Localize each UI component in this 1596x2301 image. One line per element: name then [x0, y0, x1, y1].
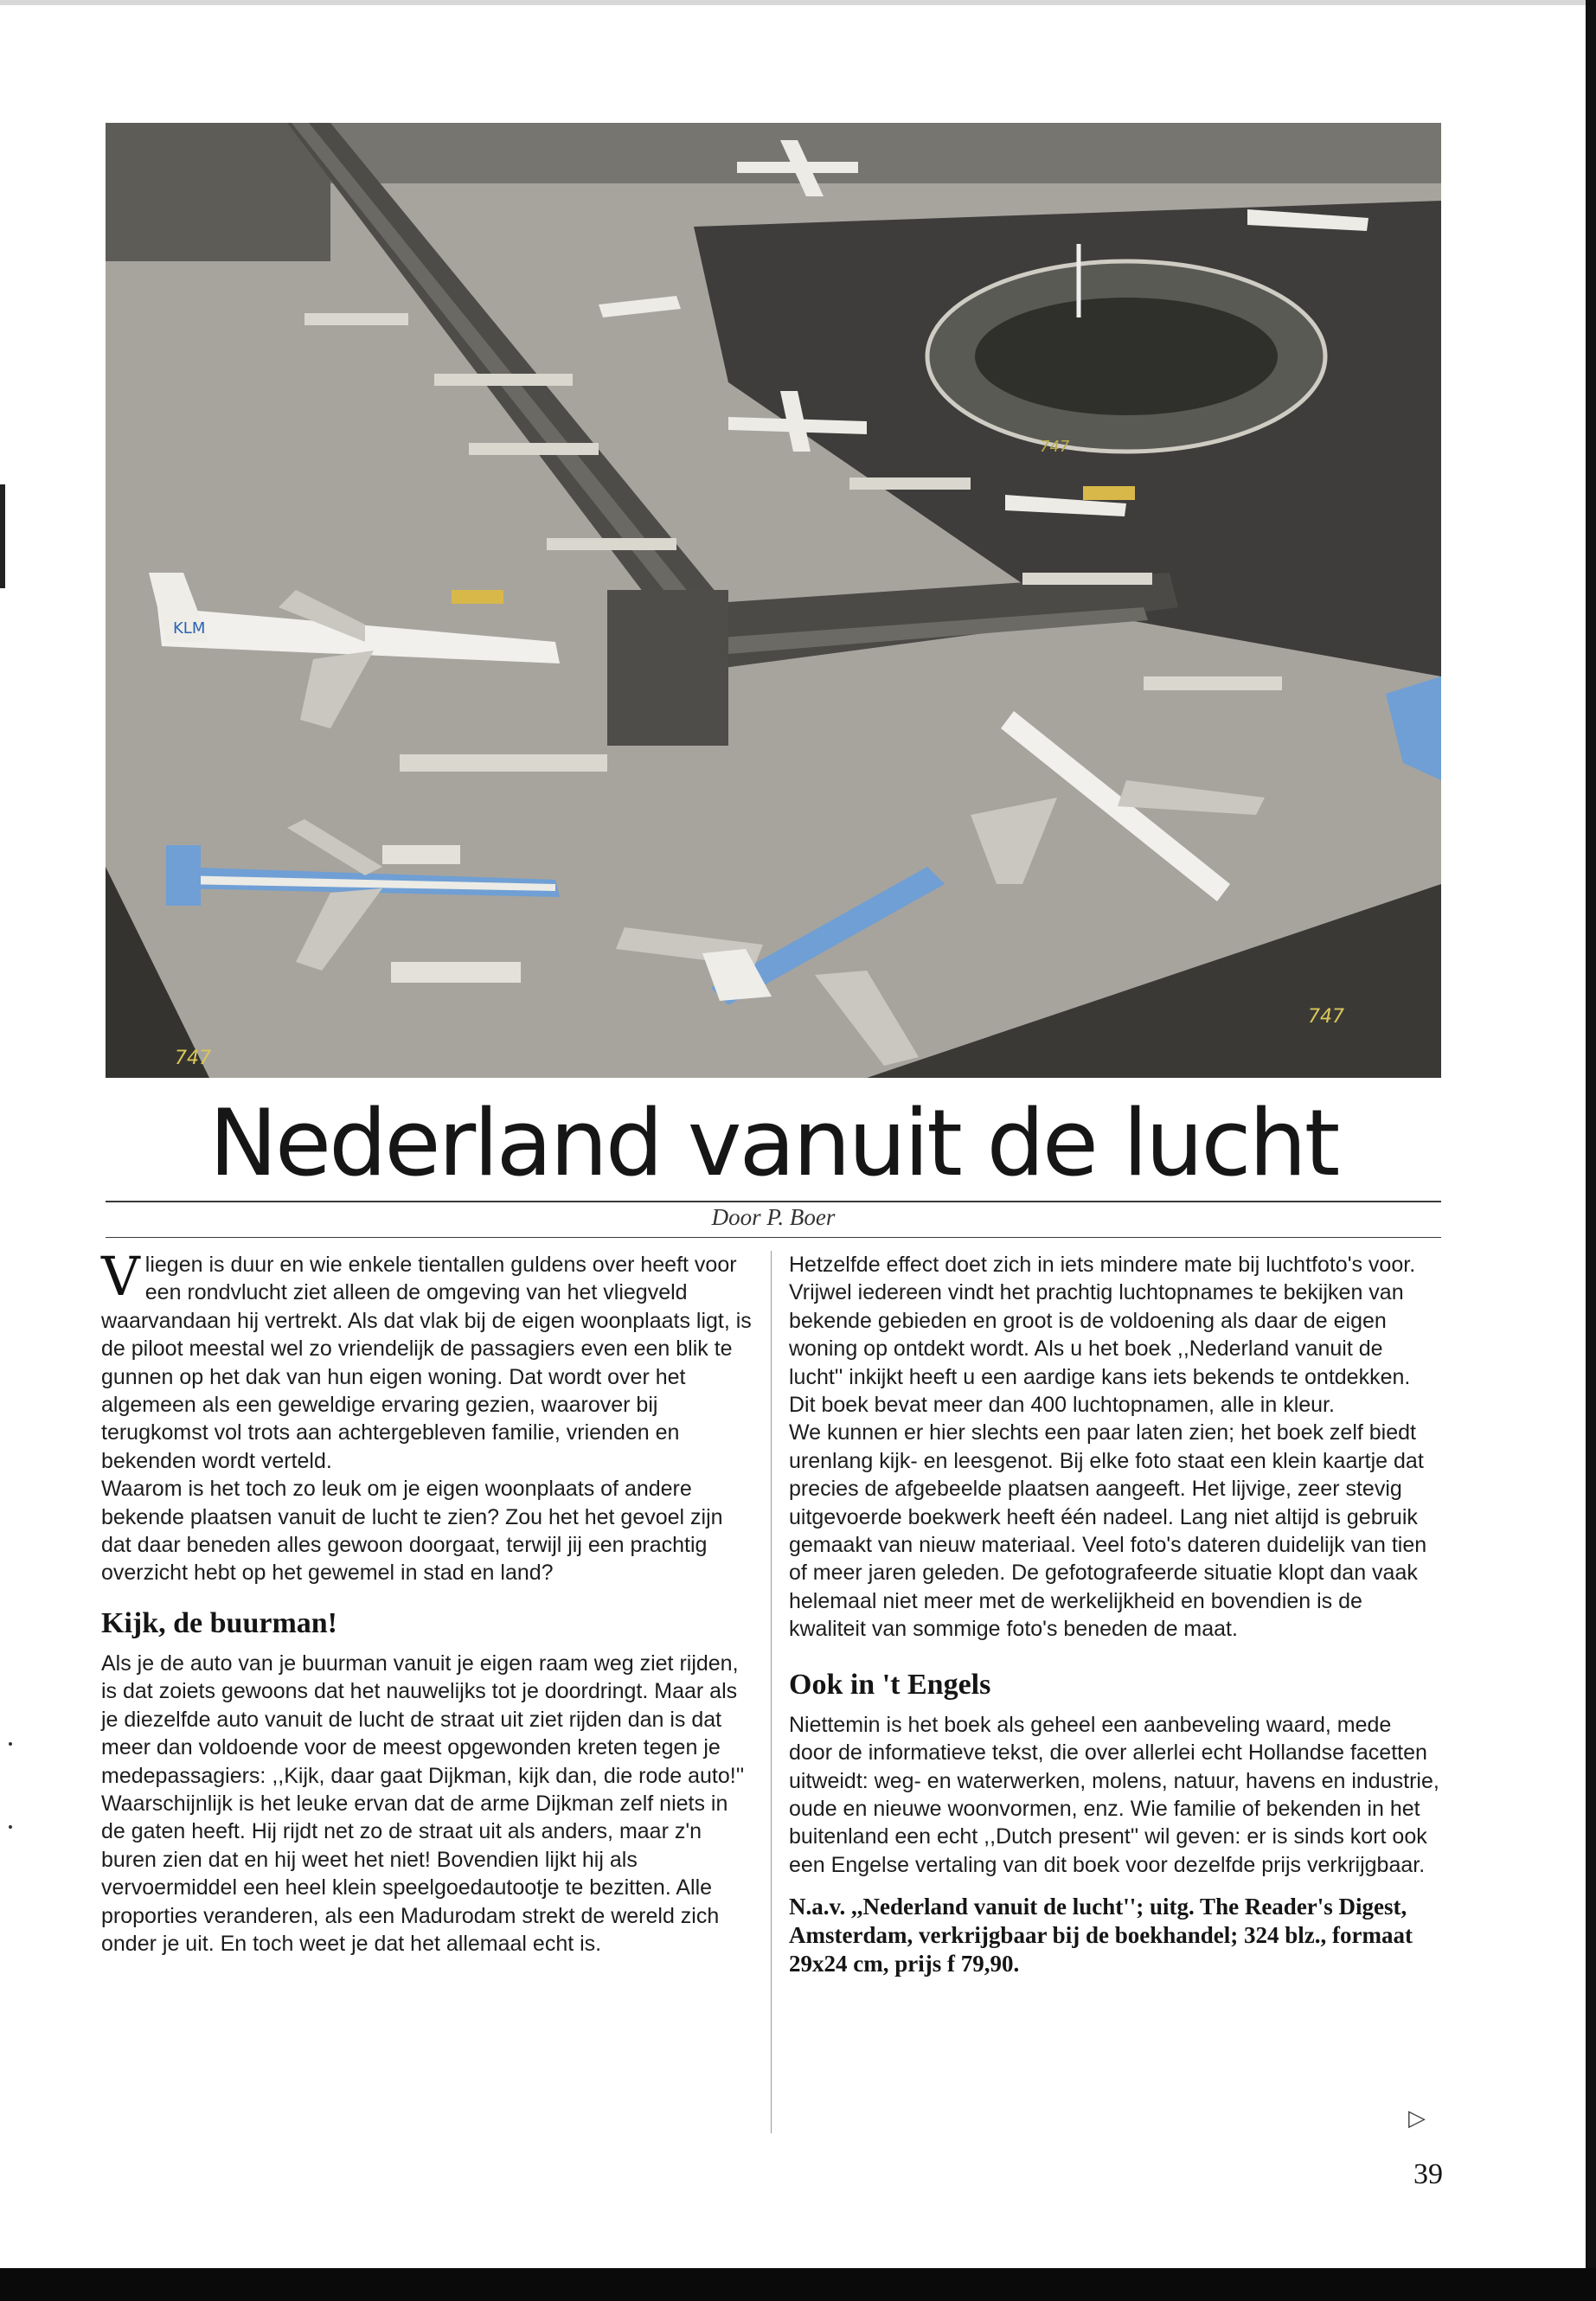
- intro-text: liegen is duur en wie enkele tientallen guldens over heeft voor een rondvlucht ziet alleen de omgeving van het vliegveld waarvandaan hij vertrekt. Als dat vlak bij de eigen woonplaats ligt, is de piloot meestal wel zo vriendelijk de passagiers even een blik te gunnen op het dak van hun eigen woning. Dat wordt over het algemeen als een geweldige ervaring gezien, waarover bij terugkomst vol trots aan achtergebleven familie, vrienden en bekenden wordt verteld.: [101, 1253, 752, 1473]
- svg-text:747: 747: [1040, 438, 1070, 456]
- scan-edge-mark: [0, 484, 5, 588]
- title-rule: [106, 1201, 1441, 1202]
- airport-aerial-photo: [106, 123, 1441, 1078]
- scan-dot: [9, 1742, 12, 1746]
- drop-cap: V: [101, 1245, 140, 1308]
- svg-text:747: 747: [1308, 1006, 1344, 1028]
- section-paragraph: Waarschijnlijk is het leuke ervan dat de arme Dijkman zelf niets in de gaten heeft. Hij rijdt net zo de straat uit als anders, maar z'n buren zien dat en hij weet het niet! Bovendien lijkt hij als vervoermiddel een heel klein speelgoedautootje te bezitten. Alle proporties veranderen, als een Madurodam strekt de wereld zich onder je uit. En toch weet je dat het allemaal echt is.: [101, 1791, 728, 1956]
- intro-paragraph-2: Waarom is het toch zo leuk om je eigen woonplaats of andere bekende plaatsen vanuit de lucht te zien? Zou het het gevoel zijn dat daar beneden alles gewoon doorgaat, terwijl jij een prachtig overzicht hebt op het gewemel in stad en land?: [101, 1477, 723, 1586]
- body-paragraph: We kunnen er hier slechts een paar laten zien; het boek zelf biedt urenlang kijk- en leesgenot. Bij elke foto staat een klein kaartje dat precies de afgebeelde plaatsen aangeeft. Het lijvige, zeer stevig uitgevoerde boekwerk heeft één nadeel. Lang niet altijd is gebruik gemaakt van nieuw materiaal. Veel foto's dateren duidelijk van tien of meer jaren geleden. De gefotografeerde situatie klopt dan vaak helemaal niet meer met de werkelijkheid en bovendien is de kwaliteit van sommige foto's beneden de maat.: [789, 1420, 1427, 1642]
- section-paragraph: Niettemin is het boek als geheel een aanbeveling waard, mede door de informatieve tekst, die over allerlei echt Hollandse facetten uitweidt: weg- en waterwerken, molens, natuur, havens en industrie, oude en nieuwe woonvormen, enz. Wie familie of bekenden in het buitenland een echt ,,Dutch present'' wil geven: er is sinds kort ook een Engelse vertaling van dit boek voor dezelfde prijs verkrijgbaar.: [789, 1712, 1439, 1877]
- source-note: N.a.v. ,,Nederland vanuit de lucht''; uitg. The Reader's Digest, Amsterdam, verkrijgbaar bij de boekhandel; 324 blz., formaat 29x24 cm, prijs f 79,90.: [789, 1894, 1413, 1977]
- scan-edge-top: [0, 0, 1596, 5]
- left-column: [101, 1245, 753, 1958]
- intro-paragraph: [101, 1245, 753, 1475]
- scan-edge-bottom: [0, 2268, 1596, 2301]
- body-paragraph: Hetzelfde effect doet zich in iets mindere mate bij luchtfoto's voor. Vrijwel iedereen vindt het prachtig luchtopnames te bekijken van bekende gebieden en groot is de voldoening als daar de eigen woning op ontdekt wordt. Als u het boek ,,Nederland vanuit de lucht'' inkijkt heeft u een aardige kans iets bekends te ontdekken. Dit boek bevat meer dan 400 luchtopnamen, alle in kleur.: [789, 1253, 1416, 1418]
- page-number: 39: [1413, 2158, 1443, 2190]
- column-divider: [771, 1251, 772, 2133]
- section-paragraph: Als je de auto van je buurman vanuit je eigen raam weg ziet rijden, is dat zoiets gewoons dat het nauwelijks tot je doordringt. Maar als je diezelfde auto vanuit de lucht de straat uit ziet rijden dan is dat meer dan voldoende voor de meest opgewonden kreten tegen je medepassagiers: ,,Kijk, daar gaat Dijkman, kijk dan, die rode auto!'': [101, 1650, 745, 1788]
- section-heading: Kijk, de buurman!: [101, 1606, 337, 1639]
- section-heading: Ook in 't Engels: [789, 1668, 991, 1701]
- byline-rule: [106, 1237, 1441, 1238]
- scan-edge-right: [1586, 0, 1596, 2301]
- svg-text:747: 747: [175, 1048, 211, 1069]
- right-column: [789, 1251, 1440, 1978]
- svg-text:KLM: KLM: [173, 619, 206, 638]
- article-title: Nederland vanuit de lucht: [208, 1090, 1338, 1196]
- triangle-right-icon: ▷: [1408, 2106, 1426, 2131]
- scan-dot: [9, 1825, 12, 1829]
- byline: Door P. Boer: [711, 1204, 836, 1230]
